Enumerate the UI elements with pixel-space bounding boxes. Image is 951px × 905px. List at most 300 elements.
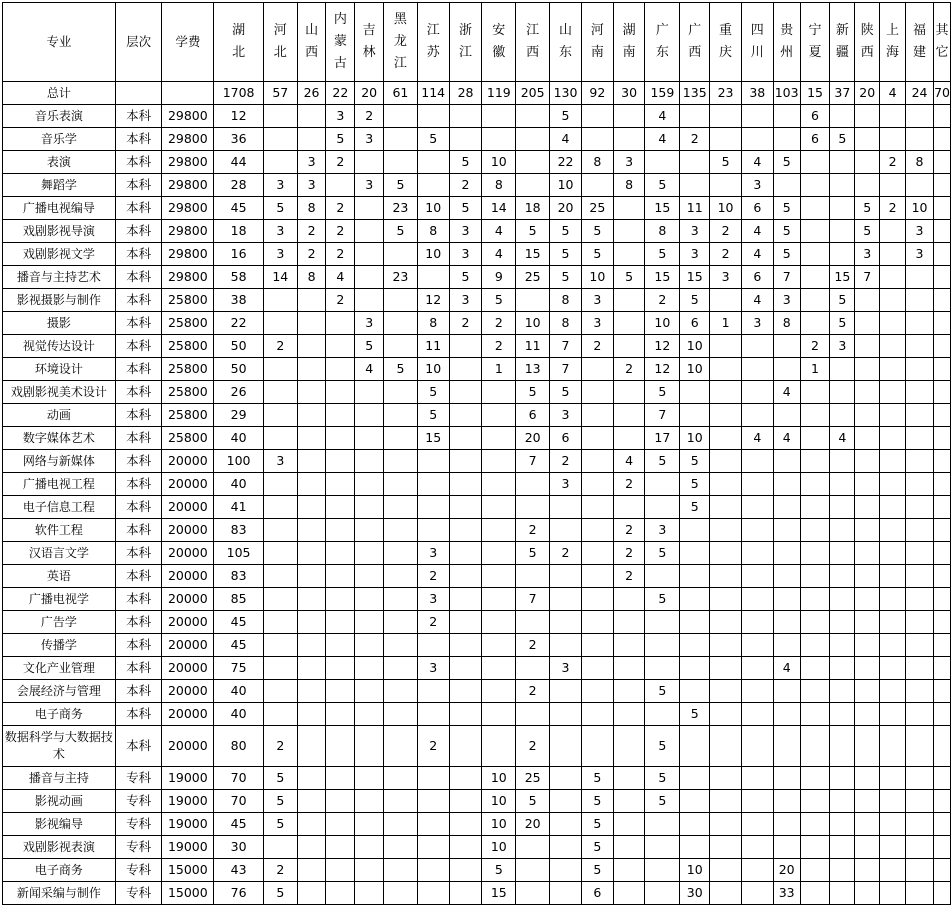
quota-cell (934, 836, 951, 859)
quota-cell (855, 813, 880, 836)
header-province-text: 上 海 (886, 23, 900, 60)
header-province (214, 3, 264, 82)
quota-cell (613, 220, 645, 243)
total-label: 总计 (3, 82, 116, 105)
quota-cell: 3 (645, 519, 680, 542)
quota-cell: 36 (214, 128, 264, 151)
quota-cell (550, 588, 582, 611)
quota-cell (773, 542, 800, 565)
header-province (934, 3, 951, 82)
quota-cell (800, 813, 830, 836)
total-value: 70 (934, 82, 951, 105)
quota-cell: 5 (645, 542, 680, 565)
quota-cell (880, 473, 906, 496)
quota-cell (710, 381, 742, 404)
quota-cell (384, 519, 418, 542)
tuition-fee: 20000 (162, 450, 214, 473)
quota-cell (741, 473, 773, 496)
quota-cell (417, 450, 449, 473)
quota-cell: 12 (645, 358, 680, 381)
quota-cell (417, 496, 449, 519)
quota-cell (297, 634, 326, 657)
quota-cell: 5 (417, 381, 449, 404)
quota-cell: 2 (326, 220, 355, 243)
quota-cell (482, 542, 516, 565)
quota-cell (482, 588, 516, 611)
quota-cell: 4 (773, 381, 800, 404)
quota-cell (710, 882, 742, 905)
quota-cell (355, 657, 384, 680)
header-province-text: 贵 州 (780, 23, 794, 60)
tuition-fee: 25800 (162, 381, 214, 404)
quota-cell: 44 (214, 151, 264, 174)
quota-cell (613, 634, 645, 657)
quota-cell: 11 (417, 335, 449, 358)
header-province (326, 3, 355, 82)
quota-cell (855, 335, 880, 358)
quota-cell: 5 (855, 197, 880, 220)
quota-cell (449, 335, 482, 358)
total-value: 20 (355, 82, 384, 105)
quota-cell (855, 767, 880, 790)
quota-cell: 5 (613, 266, 645, 289)
quota-cell: 4 (645, 105, 680, 128)
quota-cell (855, 565, 880, 588)
quota-cell (263, 128, 297, 151)
quota-cell (855, 542, 880, 565)
quota-cell (710, 335, 742, 358)
quota-cell (449, 882, 482, 905)
quota-cell (297, 496, 326, 519)
quota-cell (830, 882, 855, 905)
quota-cell: 3 (297, 174, 326, 197)
tuition-fee: 19000 (162, 836, 214, 859)
quota-cell: 8 (645, 220, 680, 243)
quota-cell (934, 611, 951, 634)
quota-cell (741, 358, 773, 381)
quota-cell (645, 473, 680, 496)
quota-cell (710, 427, 742, 450)
quota-cell (830, 496, 855, 519)
quota-cell: 5 (773, 220, 800, 243)
quota-cell (581, 703, 613, 726)
quota-cell: 3 (417, 588, 449, 611)
quota-cell (880, 703, 906, 726)
quota-cell (417, 813, 449, 836)
tuition-fee: 25800 (162, 427, 214, 450)
quota-cell (905, 312, 933, 335)
quota-cell: 8 (905, 151, 933, 174)
tuition-fee: 25800 (162, 312, 214, 335)
quota-cell: 23 (384, 266, 418, 289)
quota-cell: 3 (550, 657, 582, 680)
quota-cell: 4 (741, 289, 773, 312)
quota-cell: 3 (680, 243, 710, 266)
quota-cell (880, 588, 906, 611)
quota-cell (645, 836, 680, 859)
quota-cell (773, 565, 800, 588)
quota-cell: 2 (417, 565, 449, 588)
table-row (3, 680, 951, 703)
quota-cell (449, 588, 482, 611)
quota-cell: 5 (680, 496, 710, 519)
tuition-fee: 25800 (162, 404, 214, 427)
quota-cell (326, 836, 355, 859)
major-name: 电子商务 (3, 703, 116, 726)
quota-cell: 7 (550, 358, 582, 381)
quota-cell (773, 813, 800, 836)
quota-cell: 2 (417, 611, 449, 634)
quota-cell (830, 151, 855, 174)
quota-cell (297, 813, 326, 836)
quota-cell (297, 767, 326, 790)
quota-cell: 5 (581, 859, 613, 882)
quota-cell (449, 726, 482, 767)
quota-cell (934, 266, 951, 289)
major-name: 摄影 (3, 312, 116, 335)
quota-cell: 8 (550, 289, 582, 312)
quota-cell: 22 (550, 151, 582, 174)
quota-cell: 2 (449, 174, 482, 197)
quota-cell: 50 (214, 335, 264, 358)
major-name: 广播电视编导 (3, 197, 116, 220)
quota-cell: 1 (710, 312, 742, 335)
quota-cell: 2 (800, 335, 830, 358)
quota-cell (417, 519, 449, 542)
table-row (3, 836, 951, 859)
major-name: 电子信息工程 (3, 496, 116, 519)
quota-cell: 3 (449, 220, 482, 243)
quota-cell (934, 427, 951, 450)
quota-cell: 5 (645, 381, 680, 404)
quota-cell (880, 335, 906, 358)
quota-cell (326, 404, 355, 427)
quota-cell (934, 790, 951, 813)
quota-cell (710, 859, 742, 882)
quota-cell: 5 (645, 726, 680, 767)
quota-cell: 5 (516, 220, 550, 243)
tuition-fee: 20000 (162, 657, 214, 680)
quota-cell (855, 496, 880, 519)
quota-cell (710, 813, 742, 836)
quota-cell (449, 565, 482, 588)
quota-cell: 2 (613, 473, 645, 496)
quota-cell (384, 427, 418, 450)
quota-cell (830, 197, 855, 220)
quota-cell (710, 128, 742, 151)
quota-cell: 4 (741, 220, 773, 243)
quota-cell: 3 (417, 657, 449, 680)
total-value: 57 (263, 82, 297, 105)
quota-cell (773, 450, 800, 473)
quota-cell (516, 565, 550, 588)
quota-cell (830, 813, 855, 836)
quota-cell (384, 335, 418, 358)
quota-cell (263, 105, 297, 128)
quota-cell (645, 151, 680, 174)
quota-cell (384, 151, 418, 174)
quota-cell (800, 790, 830, 813)
table-row (3, 588, 951, 611)
quota-cell (855, 312, 880, 335)
quota-cell (417, 266, 449, 289)
quota-cell (800, 197, 830, 220)
quota-cell (613, 703, 645, 726)
quota-cell (934, 151, 951, 174)
quota-cell (773, 634, 800, 657)
quota-cell: 6 (741, 266, 773, 289)
quota-cell (905, 404, 933, 427)
quota-cell (355, 588, 384, 611)
tuition-fee: 15000 (162, 882, 214, 905)
quota-cell (710, 404, 742, 427)
quota-cell: 5 (680, 703, 710, 726)
quota-cell (355, 243, 384, 266)
table-row (3, 289, 951, 312)
header-province-text: 河 北 (273, 23, 287, 60)
quota-cell (355, 726, 384, 767)
quota-cell: 10 (482, 836, 516, 859)
quota-cell (645, 813, 680, 836)
quota-cell (800, 243, 830, 266)
quota-cell (326, 767, 355, 790)
quota-cell (880, 266, 906, 289)
quota-cell: 8 (773, 312, 800, 335)
quota-cell: 10 (680, 859, 710, 882)
quota-cell: 26 (214, 381, 264, 404)
quota-cell: 75 (214, 657, 264, 680)
quota-cell (516, 473, 550, 496)
quota-cell (384, 680, 418, 703)
degree-level: 本科 (115, 266, 162, 289)
quota-cell: 2 (297, 243, 326, 266)
quota-cell (355, 289, 384, 312)
quota-cell (741, 519, 773, 542)
quota-cell (384, 657, 418, 680)
header-province-text: 山 东 (559, 23, 573, 60)
quota-cell (384, 611, 418, 634)
quota-cell (263, 565, 297, 588)
quota-cell (800, 611, 830, 634)
header-province-text: 黑 龙 江 (393, 12, 407, 71)
quota-cell: 10 (417, 358, 449, 381)
quota-cell (516, 703, 550, 726)
quota-cell (680, 767, 710, 790)
quota-cell (326, 542, 355, 565)
quota-cell (710, 565, 742, 588)
quota-cell (800, 427, 830, 450)
quota-cell (880, 565, 906, 588)
quota-cell: 2 (710, 220, 742, 243)
quota-cell: 2 (355, 105, 384, 128)
quota-cell (905, 174, 933, 197)
quota-cell (297, 312, 326, 335)
header-province (263, 3, 297, 82)
total-value: 4 (880, 82, 906, 105)
quota-cell (449, 859, 482, 882)
quota-cell (680, 565, 710, 588)
quota-cell: 6 (800, 105, 830, 128)
quota-cell (645, 565, 680, 588)
tuition-fee: 29800 (162, 151, 214, 174)
table-row (3, 790, 951, 813)
quota-cell (355, 220, 384, 243)
quota-cell (855, 151, 880, 174)
quota-cell (581, 611, 613, 634)
quota-cell: 12 (645, 335, 680, 358)
quota-cell (880, 859, 906, 882)
quota-cell (741, 813, 773, 836)
quota-cell (880, 381, 906, 404)
header-province-text: 安 徽 (492, 23, 506, 60)
quota-cell (516, 657, 550, 680)
quota-cell (482, 611, 516, 634)
quota-cell (855, 790, 880, 813)
quota-cell (326, 312, 355, 335)
total-level (115, 82, 162, 105)
quota-cell (417, 882, 449, 905)
quota-cell (355, 381, 384, 404)
quota-cell (830, 657, 855, 680)
quota-cell: 4 (830, 427, 855, 450)
quota-cell: 2 (263, 859, 297, 882)
quota-cell: 13 (516, 358, 550, 381)
quota-cell: 10 (482, 790, 516, 813)
quota-cell (830, 859, 855, 882)
quota-cell: 23 (384, 197, 418, 220)
quota-cell: 20 (516, 427, 550, 450)
quota-cell (680, 588, 710, 611)
quota-cell: 5 (550, 381, 582, 404)
quota-cell: 4 (482, 243, 516, 266)
quota-cell (934, 289, 951, 312)
quota-cell (326, 680, 355, 703)
quota-cell: 5 (710, 151, 742, 174)
table-row (3, 427, 951, 450)
quota-cell: 7 (516, 588, 550, 611)
quota-cell (613, 427, 645, 450)
quota-cell: 2 (326, 197, 355, 220)
quota-cell (905, 335, 933, 358)
quota-cell: 3 (550, 473, 582, 496)
quota-cell: 8 (297, 197, 326, 220)
total-value: 103 (773, 82, 800, 105)
quota-cell (741, 703, 773, 726)
header-province-text: 吉 林 (362, 23, 376, 60)
quota-cell (449, 450, 482, 473)
quota-cell (855, 128, 880, 151)
tuition-fee: 20000 (162, 680, 214, 703)
quota-cell: 3 (449, 289, 482, 312)
quota-cell (680, 151, 710, 174)
quota-cell: 5 (645, 767, 680, 790)
quota-cell (905, 473, 933, 496)
quota-cell: 5 (516, 542, 550, 565)
quota-cell (830, 381, 855, 404)
degree-level: 本科 (115, 588, 162, 611)
quota-cell: 3 (263, 450, 297, 473)
quota-cell: 5 (516, 381, 550, 404)
quota-cell: 6 (741, 197, 773, 220)
table-row (3, 151, 951, 174)
quota-cell (355, 519, 384, 542)
quota-cell (263, 588, 297, 611)
quota-cell (449, 634, 482, 657)
quota-cell (384, 790, 418, 813)
tuition-fee: 20000 (162, 496, 214, 519)
quota-cell (581, 427, 613, 450)
quota-cell (880, 836, 906, 859)
quota-cell (550, 813, 582, 836)
quota-cell (741, 404, 773, 427)
quota-cell (613, 859, 645, 882)
table-row (3, 542, 951, 565)
quota-cell: 5 (482, 289, 516, 312)
total-value: 15 (800, 82, 830, 105)
quota-cell: 5 (645, 790, 680, 813)
tuition-fee: 29800 (162, 243, 214, 266)
quota-cell (710, 174, 742, 197)
quota-cell (449, 105, 482, 128)
quota-cell (326, 174, 355, 197)
quota-cell: 4 (773, 427, 800, 450)
quota-cell: 4 (482, 220, 516, 243)
quota-cell: 3 (741, 312, 773, 335)
quota-cell (830, 767, 855, 790)
quota-cell (384, 105, 418, 128)
header-province-text: 湖 北 (232, 23, 246, 60)
quota-cell (905, 496, 933, 519)
quota-cell: 25 (581, 197, 613, 220)
quota-cell (326, 859, 355, 882)
quota-cell: 15 (680, 266, 710, 289)
quota-cell (326, 790, 355, 813)
quota-cell (355, 404, 384, 427)
quota-cell (934, 767, 951, 790)
quota-cell: 5 (581, 220, 613, 243)
quota-cell (905, 859, 933, 882)
quota-cell: 2 (613, 519, 645, 542)
quota-cell (516, 496, 550, 519)
quota-cell (905, 836, 933, 859)
quota-cell (263, 151, 297, 174)
quota-cell (880, 767, 906, 790)
header-province (550, 3, 582, 82)
quota-cell: 20 (773, 859, 800, 882)
quota-cell: 9 (482, 266, 516, 289)
quota-cell (773, 335, 800, 358)
quota-cell (297, 542, 326, 565)
table-row (3, 565, 951, 588)
quota-cell: 7 (645, 404, 680, 427)
quota-cell (800, 588, 830, 611)
quota-cell (449, 519, 482, 542)
quota-cell (355, 882, 384, 905)
quota-cell (830, 680, 855, 703)
quota-cell (741, 657, 773, 680)
quota-cell (680, 790, 710, 813)
major-name: 数据科学与大数据技术 (3, 726, 116, 767)
quota-cell: 105 (214, 542, 264, 565)
quota-cell (263, 519, 297, 542)
header-province-text: 重 庆 (719, 23, 733, 60)
table-row (3, 519, 951, 542)
quota-cell (482, 496, 516, 519)
quota-cell (384, 496, 418, 519)
quota-cell: 3 (297, 151, 326, 174)
quota-cell (613, 404, 645, 427)
quota-cell (710, 680, 742, 703)
